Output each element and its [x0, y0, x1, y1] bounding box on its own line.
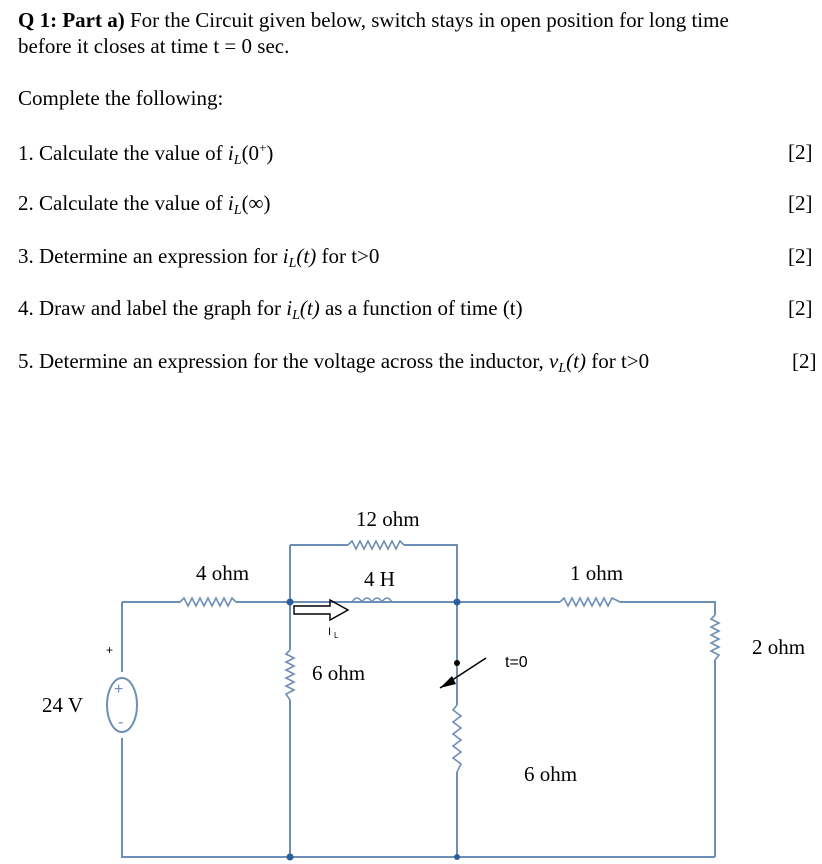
switch [440, 658, 486, 705]
label-4-ohm: 4 ohm [196, 561, 250, 585]
item-3-marks: [2] [788, 244, 813, 268]
resistor-4-ohm [180, 598, 236, 606]
label-current-sub: L [334, 631, 339, 640]
label-current: I [328, 626, 332, 638]
resistor-1-ohm [560, 598, 620, 606]
item-3: 3. Determine an expression for $i_L(t)$ for t>0 [18, 244, 380, 271]
label-1-ohm: 1 ohm [570, 561, 624, 585]
resistor-2-ohm [711, 615, 719, 660]
source-minus: - [118, 714, 124, 731]
item-1-marks: [2] [788, 140, 813, 164]
question-prefix: Q 1: Part a) [18, 8, 125, 32]
label-12-ohm: 12 ohm [356, 507, 420, 531]
source-plus: + [114, 681, 124, 698]
intro-text: Complete the following: [18, 86, 224, 110]
label-2-ohm: 2 ohm [752, 635, 806, 659]
item-4-marks: [2] [788, 296, 813, 320]
item-5-marks: [2] [792, 349, 817, 373]
label-6-ohm-left: 6 ohm [312, 661, 366, 685]
terminal-plus: + [106, 643, 114, 657]
label-4h: 4 H [364, 567, 395, 591]
item-2: 2. Calculate the value of $i_L(\infty)$ [18, 191, 271, 218]
item-5: 5. Determine an expression for the voltage across the inductor, $v_L(t)$ for t>0 [18, 349, 650, 376]
resistor-6-ohm-right [453, 705, 461, 772]
item-2-marks: [2] [788, 191, 813, 215]
resistor-12-ohm [348, 541, 404, 549]
item-1: 1. Calculate the value of $i_L(0^+)$ [18, 140, 274, 168]
label-6-ohm-right: 6 ohm [524, 762, 578, 786]
label-switch: t=0 [505, 654, 528, 671]
resistor-6-ohm-left [286, 650, 294, 700]
nodes [287, 599, 461, 861]
question-line1: For the Circuit given below, switch stays in open position for long time [129, 8, 729, 32]
question-line2: before it closes at time t = 0 sec. [18, 34, 290, 58]
wires [122, 545, 715, 857]
label-24v: 24 V [42, 693, 84, 717]
item-4: 4. Draw and label the graph for $i_L(t)$ as a function of time (t) [18, 296, 523, 323]
